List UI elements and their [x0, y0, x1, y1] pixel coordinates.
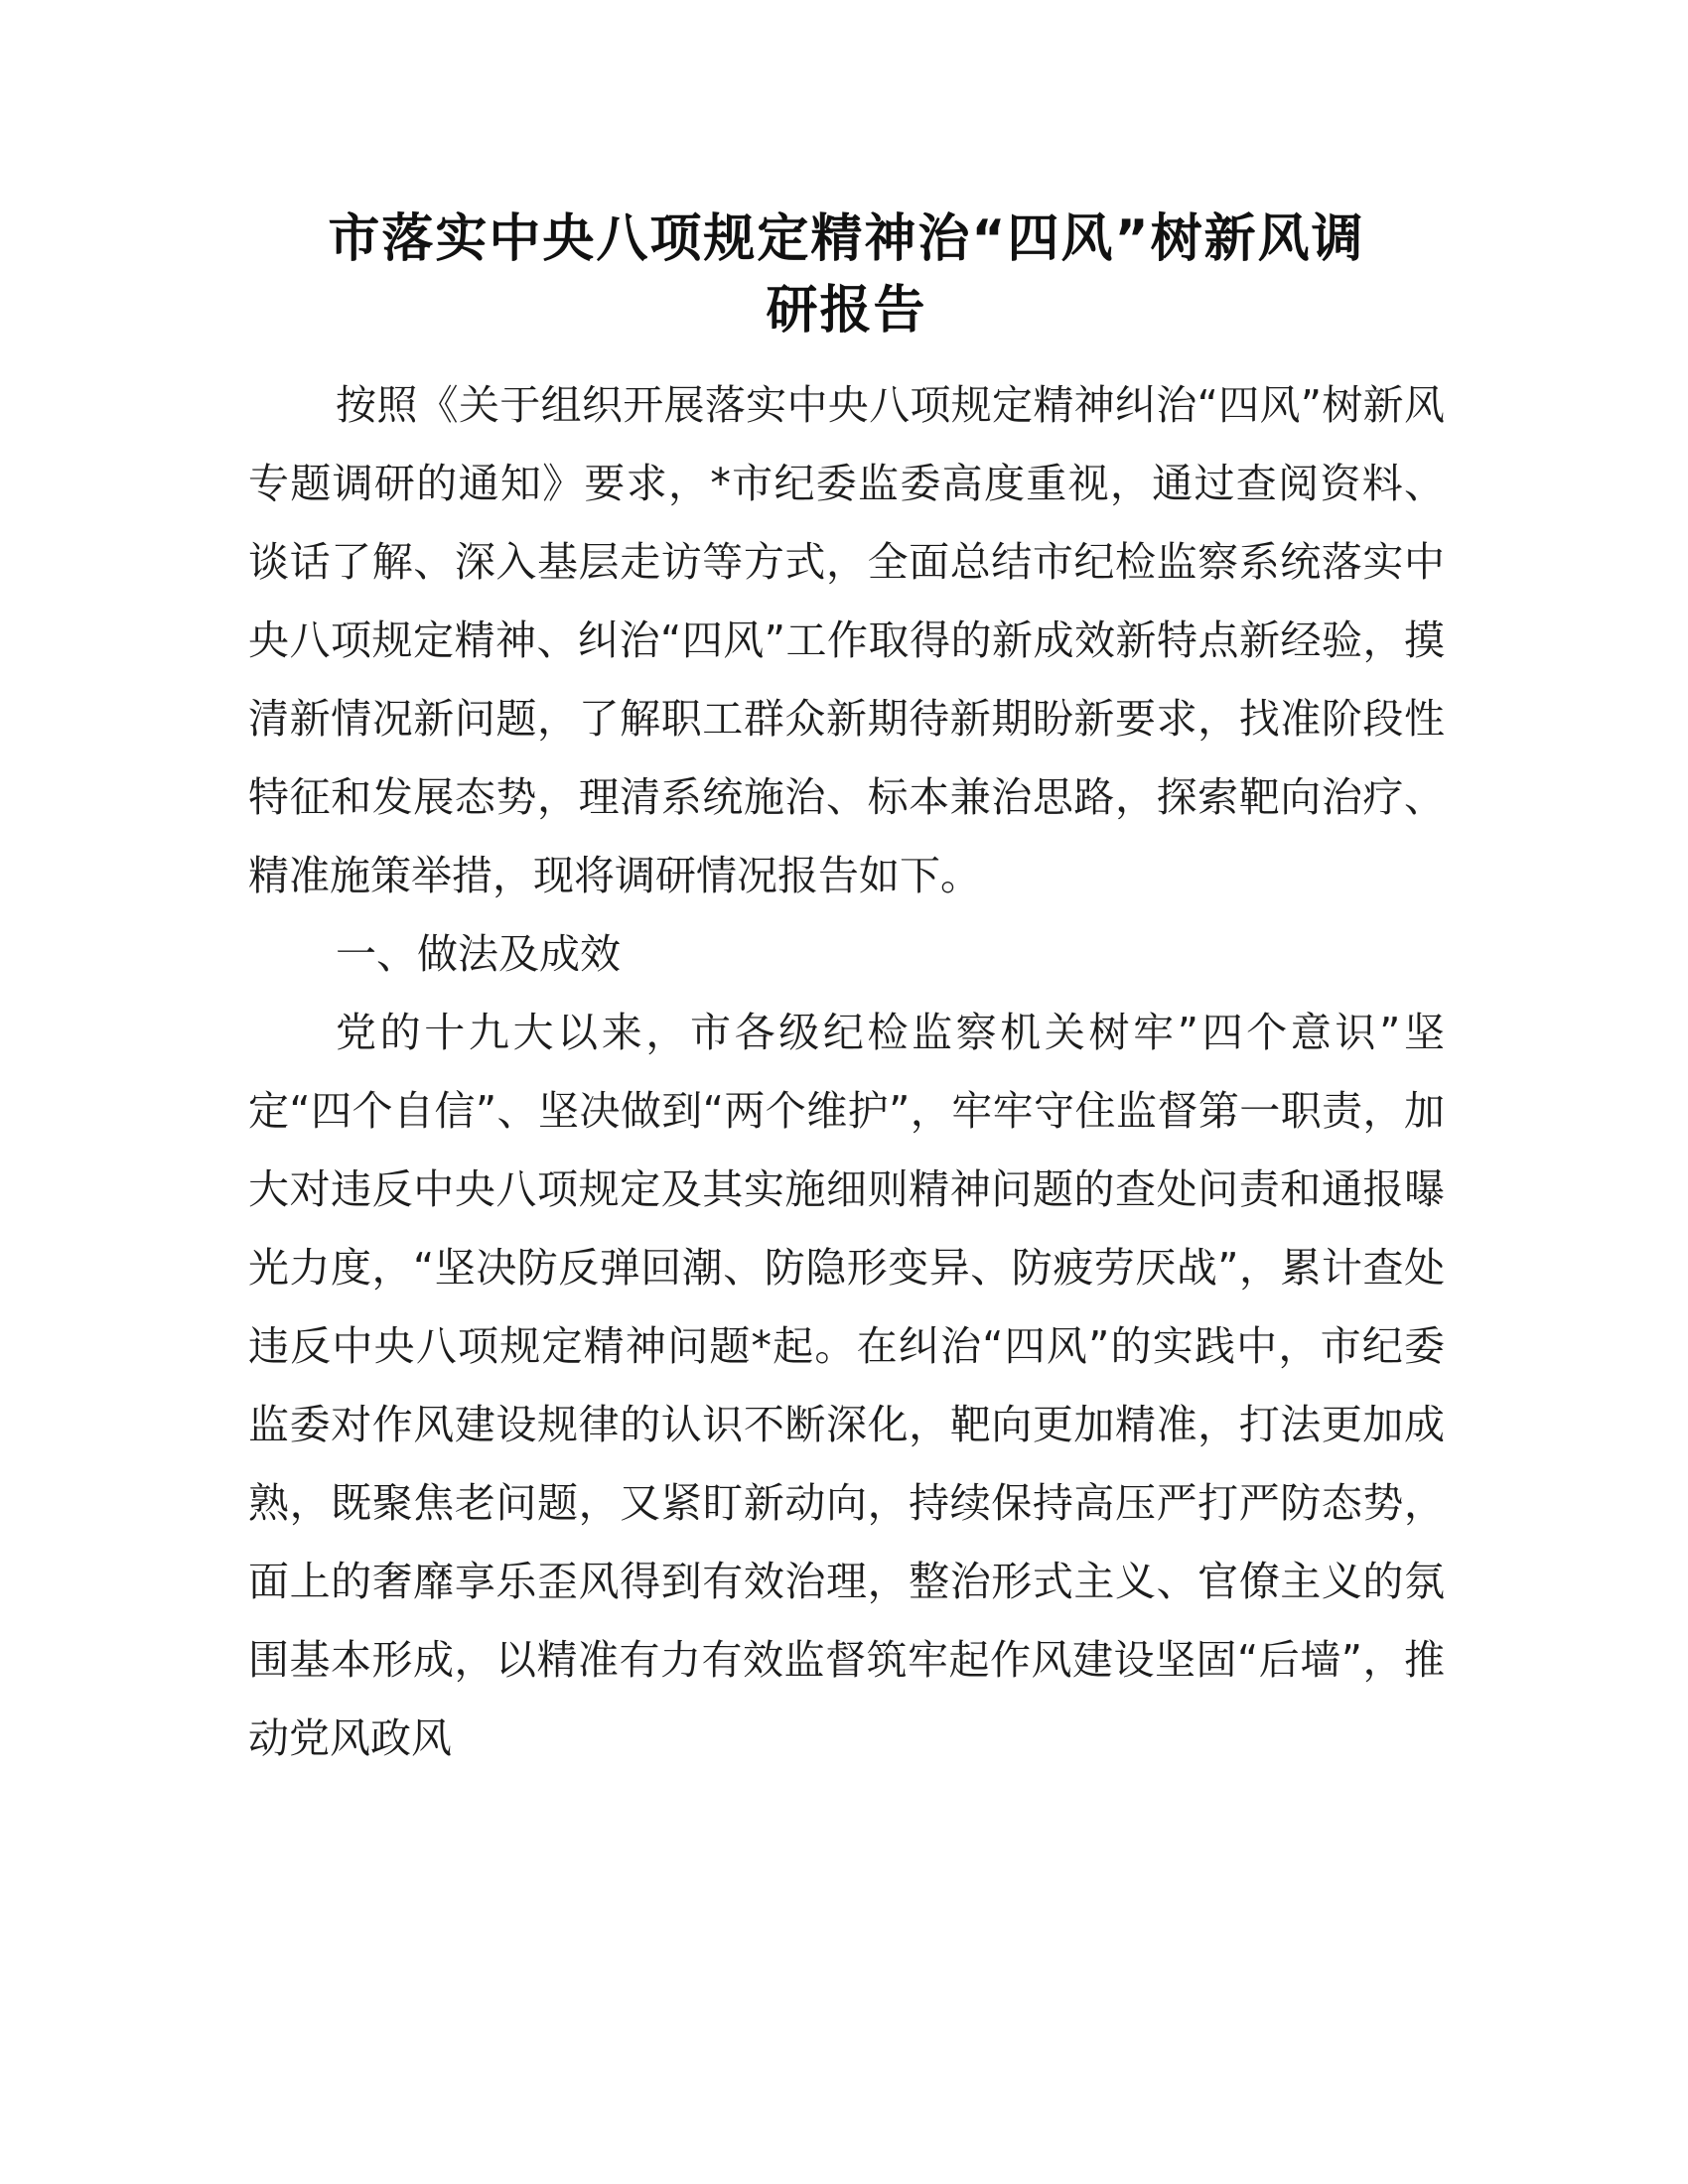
document-content — [248, 204, 1445, 1778]
intro-paragraph: 按照《关于组织开展落实中央八项规定精神纠治“四风”树新风专题调研的通知》要求，*市纪委监委高度重视，通过查阅资料、谈话了解、深入基层走访等方式，全面总结市纪检监察系统落实中央八项规定精神、纠治“四风”工作取得的新成效新特点新经验，摸清新情况新问题，了解职工群众新期待新期盼新要求，找准阶段性特征和发展态势，理清系统施治、标本兼治思路，探索靶向治疗、精准施策举措，现将调研情况报告如下。 — [248, 381, 1445, 899]
title-line-2: 研报告 — [766, 281, 927, 341]
document-title — [248, 204, 1445, 346]
section-heading: 一、做法及成效 — [336, 930, 621, 978]
title-line-1: 市落实中央八项规定精神治“四风”树新风调 — [328, 209, 1365, 269]
body-paragraph: 党的十九大以来，市各级纪检监察机关树牢”四个意识”坚定“四个自信”、坚决做到“两个维护”，牢牢守住监督第一职责，加大对违反中央八项规定及其实施细则精神问题的查处问责和通报曝光力度，“坚决防反弹回潮、防隐形变异、防疲劳厌战”，累计查处违反中央八项规定精神问题*起。在纠治“四风”的实践中，市纪委监委对作风建设规律的认识不断深化，靶向更加精准，打法更加成熟，既聚焦老问题，又紧盯新动向，持续保持高压严打严防态势，面上的奢靡享乐歪风得到有效治理，整治形式主义、官僚主义的氛围基本形成，以精准有力有效监督筑牢起作风建设坚固“后墙”，推动党风政风 — [248, 1009, 1445, 1762]
